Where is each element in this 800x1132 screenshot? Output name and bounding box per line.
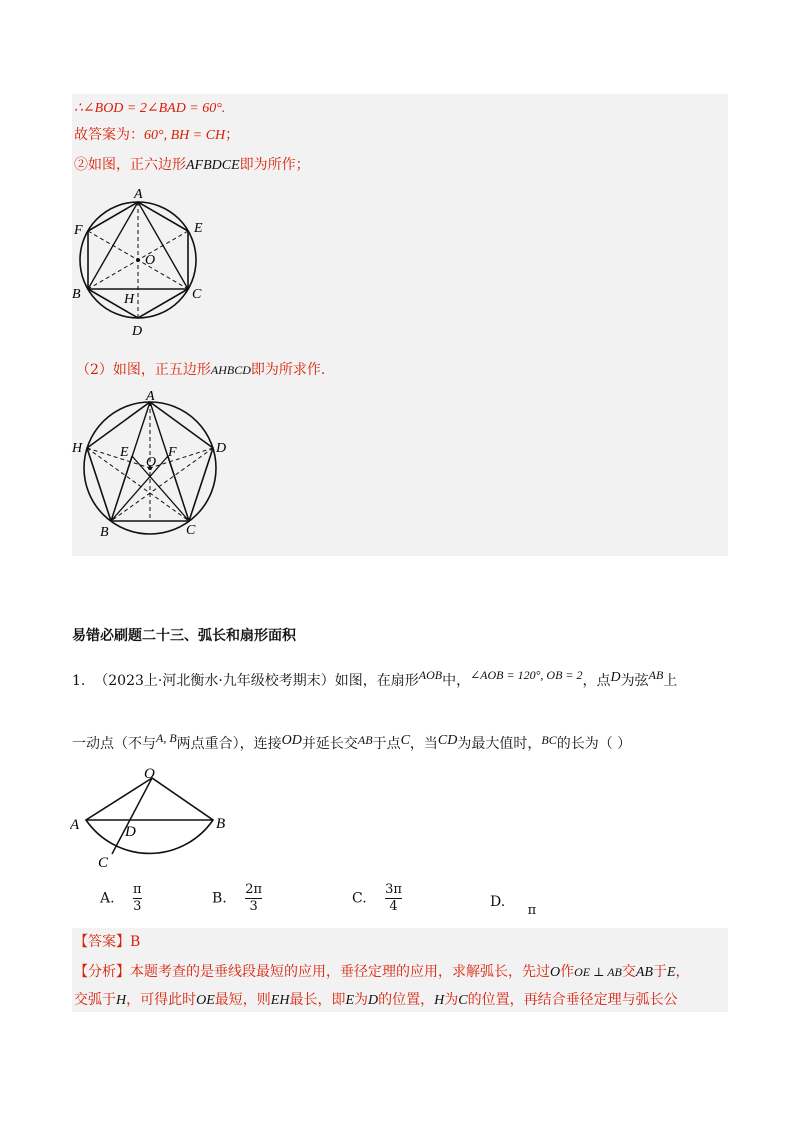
analysis-line-2 bbox=[74, 990, 678, 1011]
analysis-text: 最短，则 bbox=[214, 992, 271, 1008]
problem-math: AOB bbox=[418, 668, 443, 682]
pent-label-e: E bbox=[120, 445, 129, 460]
hexagon-figure bbox=[70, 182, 220, 342]
hex-label-d: D bbox=[132, 324, 143, 339]
problem-text: 一动点（不与 bbox=[72, 736, 156, 752]
pent-label-h: H bbox=[72, 441, 83, 456]
answer-line-1 bbox=[74, 98, 225, 119]
sector-figure bbox=[70, 766, 240, 874]
problem-math: ∠AOB = 120°, OB = 2 bbox=[470, 668, 583, 682]
analysis-math: OE ⊥ AB bbox=[574, 965, 622, 979]
analysis-math: EH bbox=[270, 993, 290, 1008]
problem-line-2 bbox=[72, 728, 631, 754]
analysis-label: 【分析】 bbox=[74, 964, 130, 980]
sector-label-b: B bbox=[216, 816, 226, 832]
analysis-math: O bbox=[550, 965, 561, 980]
problem-math: BC bbox=[541, 733, 557, 747]
problem-text: 的长为（ ） bbox=[556, 736, 632, 752]
analysis-text: ，可得此时 bbox=[126, 992, 197, 1008]
answer-line-4-prefix: （2）如图，正五边形 bbox=[76, 362, 211, 378]
problem-math: OD bbox=[281, 733, 302, 748]
option-b-den: 3 bbox=[249, 899, 258, 914]
option-b-fraction bbox=[245, 882, 262, 915]
answer-line-3 bbox=[74, 155, 310, 176]
analysis-math: H bbox=[116, 993, 127, 1008]
hex-label-c: C bbox=[192, 287, 202, 302]
answer-label: 【答案】 bbox=[74, 934, 130, 950]
problem-text: 于点 bbox=[372, 736, 401, 752]
analysis-text: 最长，即 bbox=[289, 992, 346, 1008]
answer-line-2-suffix: ； bbox=[225, 127, 240, 143]
option-a-num: π bbox=[133, 882, 142, 897]
analysis-text: 的位置，再结合垂径定理与弧长公 bbox=[467, 992, 678, 1008]
analysis-math: E bbox=[345, 993, 355, 1008]
problem-text: ，点 bbox=[582, 673, 611, 689]
analysis-text: 的位置， bbox=[378, 992, 435, 1008]
problem-number: 1. bbox=[72, 673, 86, 689]
pent-label-c: C bbox=[186, 523, 196, 538]
answer-line-2 bbox=[74, 125, 239, 146]
analysis-math: OE bbox=[196, 993, 215, 1008]
pentagon-figure bbox=[70, 388, 240, 540]
pent-label-f: F bbox=[168, 445, 177, 460]
answer-line bbox=[74, 932, 140, 952]
option-d[interactable] bbox=[490, 894, 537, 918]
problem-math: CD bbox=[437, 733, 458, 748]
option-c-num: 3π bbox=[385, 882, 402, 897]
option-c-den: 4 bbox=[389, 899, 398, 914]
problem-text: 上 bbox=[663, 673, 678, 689]
analysis-math: C bbox=[458, 993, 468, 1008]
analysis-text: 为 bbox=[354, 992, 369, 1008]
problem-text: 中， bbox=[442, 673, 471, 689]
option-c[interactable] bbox=[352, 882, 402, 915]
sector-label-c: C bbox=[98, 855, 109, 871]
answer-line-3-math: AFBDCE bbox=[186, 158, 240, 173]
option-b-letter: B. bbox=[212, 890, 227, 907]
hex-label-b: B bbox=[72, 287, 81, 302]
answer-line-2-math: 60°, BH = CH bbox=[144, 128, 226, 143]
analysis-math: E bbox=[666, 965, 676, 980]
analysis-line-1 bbox=[74, 962, 690, 983]
problem-source: （2023上·河北衡水·九年级校考期末） bbox=[94, 673, 335, 689]
option-d-value: π bbox=[527, 903, 537, 918]
option-b-num: 2π bbox=[245, 882, 263, 897]
hex-label-a: A bbox=[134, 187, 143, 202]
answer-line-4-suffix: 即为所求作. bbox=[250, 362, 326, 378]
sector-label-o: O bbox=[144, 766, 155, 782]
analysis-math: AB bbox=[635, 965, 653, 980]
hex-label-e: E bbox=[194, 221, 203, 236]
problem-text: 并延长交 bbox=[301, 736, 358, 752]
problem-line-1 bbox=[72, 665, 677, 691]
problem-text: ，当 bbox=[409, 736, 438, 752]
answer-line-2-prefix: 故答案为： bbox=[74, 127, 144, 143]
answer-line-3-suffix: 即为所作； bbox=[239, 157, 310, 173]
problem-math: A, B bbox=[156, 731, 177, 745]
pent-label-a: A bbox=[146, 389, 155, 404]
problem-math: D bbox=[610, 670, 621, 685]
option-c-fraction bbox=[385, 882, 402, 915]
answer-value: B bbox=[130, 934, 141, 950]
pent-label-d: D bbox=[216, 441, 227, 456]
option-a-letter: A. bbox=[100, 890, 115, 907]
problem-math: AB bbox=[648, 668, 664, 682]
option-d-letter: D. bbox=[490, 894, 506, 910]
hex-label-o: O bbox=[145, 253, 156, 268]
section-title: 易错必刷题二十三、弧长和扇形面积 bbox=[72, 628, 296, 644]
problem-text: 如图，在扇形 bbox=[334, 673, 419, 689]
answer-line-4-math: AHBCD bbox=[210, 363, 251, 377]
analysis-text: ， bbox=[675, 964, 690, 980]
option-b[interactable] bbox=[212, 882, 262, 915]
answer-line-3-prefix: ②如图，正六边形 bbox=[74, 157, 186, 173]
hex-label-f: F bbox=[74, 223, 83, 238]
analysis-text: 交 bbox=[621, 964, 636, 980]
sector-label-a: A bbox=[70, 817, 80, 833]
answer-line-1-math: ∴∠BOD = 2∠BAD = 60°. bbox=[74, 101, 226, 116]
problem-text: 为最大值时， bbox=[457, 736, 542, 752]
pent-label-b: B bbox=[100, 525, 109, 540]
option-a-fraction bbox=[133, 882, 142, 915]
option-a-den: 3 bbox=[133, 899, 142, 914]
analysis-text: 为 bbox=[444, 992, 459, 1008]
analysis-math: D bbox=[368, 993, 379, 1008]
analysis-text: 于 bbox=[652, 964, 667, 980]
sector-label-d: D bbox=[125, 824, 136, 840]
answer-line-4 bbox=[76, 360, 325, 380]
option-c-letter: C. bbox=[352, 890, 367, 907]
pent-label-o: O bbox=[146, 455, 157, 470]
analysis-text: 作 bbox=[560, 964, 575, 980]
analysis-text: 本题考查的是垂线段最短的应用，垂径定理的应用，求解弧长，先过 bbox=[130, 964, 550, 980]
problem-math: C bbox=[400, 733, 410, 748]
problem-text: 两点重合），连接 bbox=[176, 736, 282, 752]
analysis-text: 交弧于 bbox=[74, 992, 116, 1008]
option-a[interactable] bbox=[100, 882, 142, 915]
hex-label-h: H bbox=[124, 292, 135, 307]
problem-math: AB bbox=[357, 733, 373, 747]
problem-text: 为弦 bbox=[620, 673, 649, 689]
analysis-math: H bbox=[434, 993, 445, 1008]
